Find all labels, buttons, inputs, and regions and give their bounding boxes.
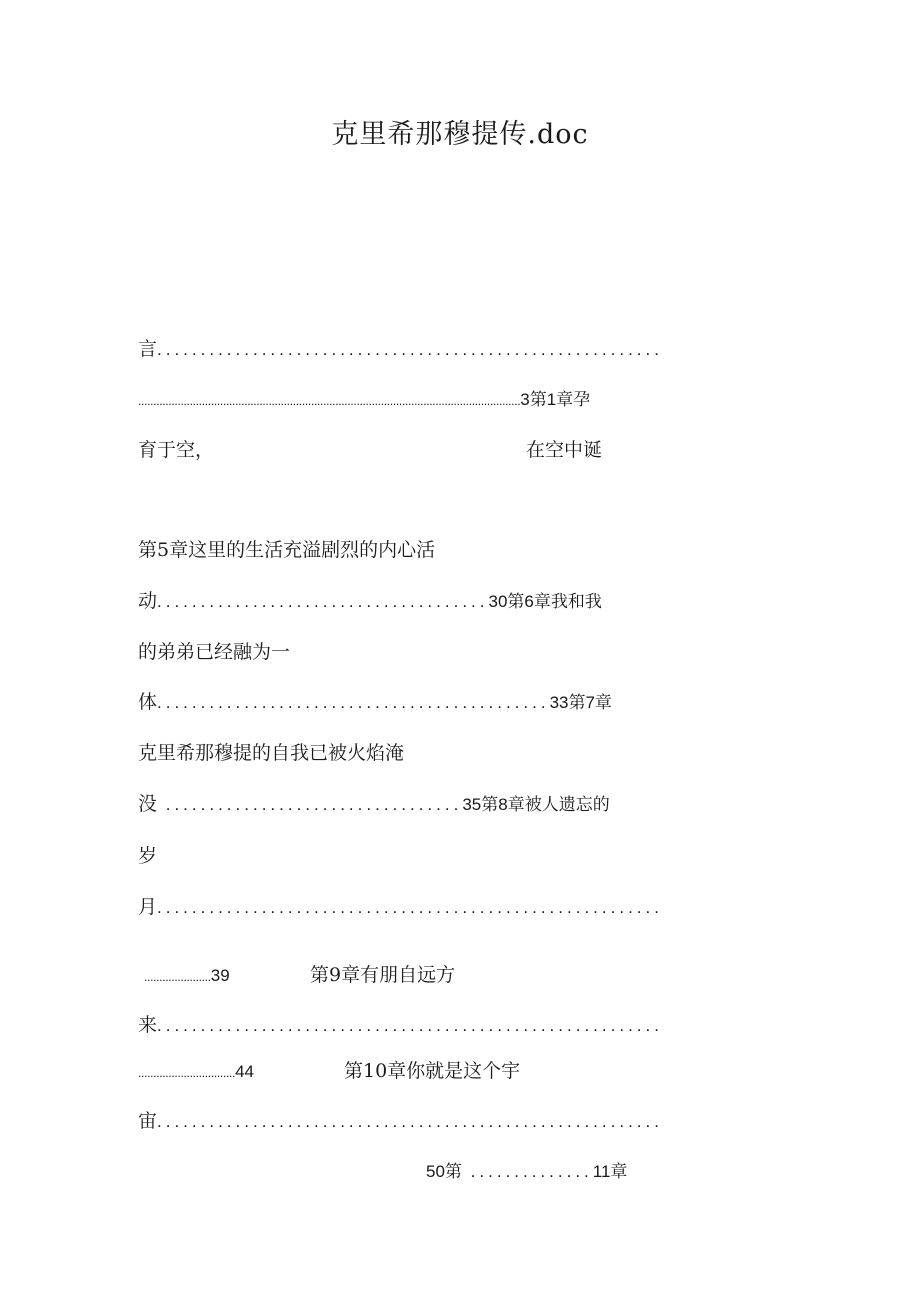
toc-chapter: 克里希那穆提的自我已被火焰淹 (138, 742, 405, 764)
toc-chapter-label: 11章 (592, 1162, 628, 1181)
toc-line (144, 962, 274, 988)
toc-leader-dots: ................................ (138, 1066, 236, 1080)
toc-line (138, 1108, 770, 1134)
toc-page-ref: 33第7章 (549, 693, 612, 712)
toc-text: 宙 (138, 1110, 158, 1132)
toc-leader-dots: .......................................................... (157, 340, 663, 359)
toc-text: 在空中诞 (526, 439, 603, 461)
toc-line (138, 336, 770, 362)
toc-line (138, 386, 728, 412)
toc-text: 来 (138, 1014, 158, 1036)
toc-page-number: 39 (210, 966, 230, 985)
toc-chapter: 第10章你就是这个宇 (344, 1060, 521, 1082)
toc-line (138, 689, 748, 715)
toc-text: 没 (138, 793, 158, 815)
toc-page-number: 44 (235, 1062, 255, 1081)
toc-leader-dots: .......................................................... (157, 898, 663, 917)
toc-leader-dots: ............................................. (157, 693, 550, 712)
toc-line (426, 1158, 686, 1184)
toc-page-ref: 3第1章孕 (520, 390, 591, 409)
toc-text: 岁 (138, 845, 158, 867)
toc-line (138, 1012, 770, 1038)
toc-page-ref: 50第 (426, 1162, 462, 1181)
toc-leader-dots: .............................................................................................................................. (138, 394, 521, 408)
toc-text: 育于空， (138, 439, 215, 461)
toc-leader-dots: ...................................... (157, 592, 489, 611)
toc-page-ref: 35第8章被人遗忘的 (462, 795, 610, 814)
toc-text: 月 (138, 896, 158, 918)
toc-line (138, 894, 770, 920)
toc-text: 的弟弟已经融为一 (138, 641, 291, 663)
toc-leader-dots: .......................................................... (157, 1112, 663, 1131)
toc-leader-dots: .............. (461, 1162, 593, 1181)
toc-text: 言 (138, 338, 158, 360)
toc-page-ref: 30第6章我和我 (488, 592, 602, 611)
document-title: 克里希那穆提传.doc (331, 119, 589, 150)
toc-chapter: 第5章这里的生活充溢剧烈的内心活 (138, 539, 436, 561)
toc-line (138, 791, 738, 817)
toc-chapter: 第9章有朋自远方 (310, 964, 456, 986)
toc-leader-dots: .......................................................... (157, 1016, 663, 1035)
toc-leader-dots: ...................... (144, 970, 211, 984)
toc-text: 体 (138, 691, 158, 713)
toc-line (138, 588, 738, 614)
toc-line (138, 1058, 318, 1084)
toc-leader-dots: .................................. (157, 795, 463, 814)
toc-text: 动 (138, 590, 158, 612)
